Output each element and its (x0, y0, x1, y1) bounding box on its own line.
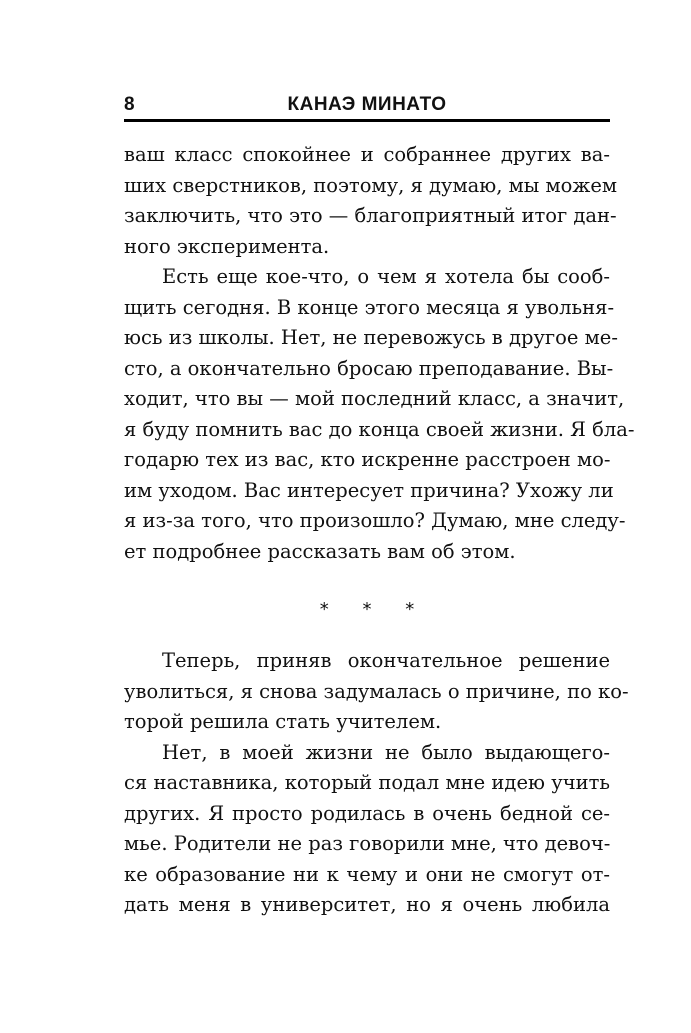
text-line: уволиться, я снова задумалась о причине, по ко- (124, 679, 629, 703)
body-text-section-two (124, 646, 629, 921)
text-line: Есть еще кое-что, о чем я хотела бы сооб- (162, 265, 610, 288)
section-separator: * * * (319, 599, 429, 620)
text-line: ке образование ни к чему и они не смогут от- (124, 862, 610, 886)
text-line: других. Я просто родилась в очень бедной се- (124, 801, 610, 825)
text-line: юсь из школы. Нет, не перевожусь в другое ме- (124, 326, 618, 349)
text-line: ходит, что вы — мой последний класс, а значит, (124, 387, 625, 410)
text-line: Нет, в моей жизни не было выдающего- (162, 740, 610, 764)
text-line: Теперь, приняв окончательное решение (162, 649, 610, 672)
running-title: КАНАЭ МИНАТО (287, 94, 447, 115)
header-rule (124, 119, 610, 122)
text-line: ет подробнее рассказать вам об этом. (124, 539, 516, 563)
text-line: я из-за того, что произошло? Думаю, мне следу- (124, 509, 626, 532)
text-line: мье. Родители не раз говорили мне, что девоч- (124, 832, 611, 855)
text-line: заключить, что это — благоприятный итог дан- (124, 204, 617, 227)
text-line: ваш класс спокойнее и собраннее других ва- (124, 143, 610, 166)
text-line: ного эксперимента. (124, 234, 330, 258)
text-line: ших сверстников, поэтому, я думаю, мы можем (124, 173, 618, 197)
text-line: я буду помнить вас до конца своей жизни. Я бла- (124, 417, 635, 441)
text-line: годарю тех из вас, кто искренне расстроен мо- (124, 448, 611, 471)
text-line: дать меня в университет, но я очень любила (124, 893, 610, 916)
body-text-section-one (124, 140, 635, 567)
page-number: 8 (124, 94, 135, 115)
text-line: торой решила стать учителем. (124, 710, 442, 733)
text-line: щить сегодня. В конце этого месяца я увольня- (124, 295, 615, 319)
page-header (124, 93, 610, 117)
text-line: ся наставника, который подал мне идею учить (124, 771, 610, 794)
text-line: сто, а окончательно бросаю преподавание. Вы- (124, 356, 614, 380)
text-line: им уходом. Вас интересует причина? Ухожу ли (124, 478, 614, 502)
